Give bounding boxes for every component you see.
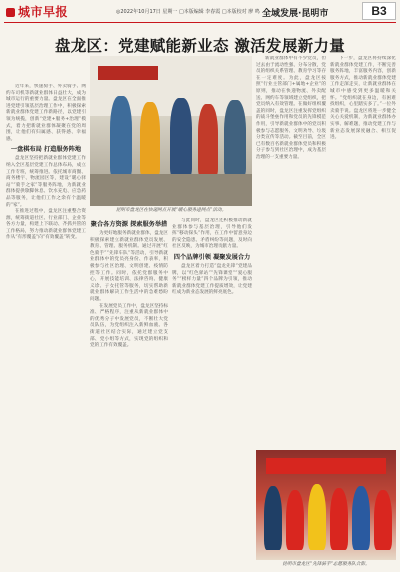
logo-mark-icon [6, 8, 15, 17]
headline: 盘龙区：党建赋能新业态 激活发展新力量 [54, 37, 346, 55]
photo-caption-2: 昆明市盘龙区“先锋骑手”志愿服务队合影。 [282, 562, 370, 567]
photo-ground [90, 174, 252, 206]
article-photo-1 [90, 56, 252, 206]
article-column-3 [172, 218, 252, 566]
photo-person [374, 490, 392, 550]
photo-person [264, 486, 282, 550]
article-column-2 [90, 218, 168, 566]
logo-text: 城市早报 [18, 5, 69, 19]
issue-meta: ◎2022年10月17日 星期一 □本版编辑 李春霞 □本版校对 廖 鸣 [116, 9, 260, 15]
photo-sign [98, 66, 158, 80]
paragraph: 与此同时，盘龙区还积极推动新就业群体参与基层治理，引导他们发挥“移动探头”作用，在工作中留意身边的安全隐患、矛盾纠纷等问题，及时向社区反映，为城市治理贡献力量。 [172, 218, 252, 250]
page-number: B3 [362, 2, 396, 20]
photo-person [140, 102, 160, 176]
header-divider [4, 22, 396, 23]
paragraph: 新就业群体中有不少党员，但过去由于流动性强、分布分散，党员的组织关系管理、教育学习等存在一定难度。为此，盘龙区按照“行业主管部门+属地+企业”的原则，推动在快递物流、外卖配送、网约车等领域建立党组织，把党员纳入有效管理。在做好组织覆盖的同时，盘龙区注重发挥党组织的战斗堡垒作用和党员的先锋模范作用，引导新就业群体中的党员积极参与志愿服务、文明劝导、垃圾分类宣传等活动。截至目前，全区已有数百名新就业群体党员和积极分子参与到社区治理中，成为基层治理的一支重要力量。 [256, 56, 326, 160]
paragraph: 在发展党员工作中，盘龙区坚持标准、严格程序，注重从新就业群体中的优秀分子中发展党员，不断壮大党员队伍，为党组织注入新鲜血液。各街道社区结合实际，通过建立党支部、党小组等方式，实现党的组织和党的工作有效覆盖。 [90, 303, 168, 349]
paragraph: 近年来，快递骑手、外卖骑手、网约车司机等新就业群体日益壮大，成为城市运行的重要力量。盘龙区在全面推进党建引领基层治理工作中，积极探索新就业群体党建工作新路径，以党建引领为统揽，创新“党建+服务+治理”模式，着力把新就业群体凝聚在党的周围，让他们有归属感、获得感、幸福感。 [6, 84, 86, 142]
photo-person [352, 486, 370, 550]
subheading: 聚合各方资源 探索服务举措 [90, 221, 168, 228]
photo-person [224, 100, 246, 176]
page-header [0, 0, 400, 22]
paragraph: 盘龙区坚持把新就业群体党建工作纳入全区基层党建工作总体布局，成立工作专班，统筹推进。依托城市商圈、商务楼宇、物流园区等，建设“暖心驿站”“骑手之家”等服务阵地，为新就业群体提供歇脚休息、饮水充电、应急药品等服务，让他们工作之余有个温暖的“家”。 [6, 156, 86, 208]
newspaper-logo [6, 3, 68, 20]
article-column-1 [6, 84, 86, 564]
paragraph: 下一步，盘龙区将持续深化新就业群体党建工作，不断完善服务阵地，丰富服务内容，创新服务方式，推动新就业群体党建工作走深走实，让新就业群体在城市中感受到更多温暖和关怀。“党组织就在身边，有困难找组织，心里踏实多了。”一位外卖骑手说。盘龙区将进一步健全关心关爱机制，为新就业群体办实事、解难题，推动党建工作与新业态发展深度融合、相互促进。 [330, 56, 396, 141]
article-photo-2 [256, 450, 396, 560]
subheading: 四个品牌引领 凝聚发展合力 [173, 253, 251, 261]
photo-person [170, 98, 192, 176]
subheading: 一盘棋布局 打造服务阵地 [10, 146, 82, 154]
photo-caption-1: 昆明市盘龙区在快递网点开展“暖心服务进网点”活动。 [115, 208, 227, 213]
article-column-4 [256, 56, 326, 446]
article-column-5 [330, 56, 396, 446]
photo-person [198, 104, 218, 176]
photo-person [330, 488, 348, 550]
section-title: 全域发展·昆明市 [262, 9, 329, 19]
paragraph: 在推进过程中，盘龙区注重整合资源，统筹街道社区、行业部门、企业等各方力量，构建上下联动、齐抓共管的工作格局，努力推动新就业群体党建工作从“有形覆盖”向“有效覆盖”转变。 [6, 209, 86, 241]
photo-person [286, 490, 304, 550]
photo-person [110, 96, 132, 176]
photo-banner [266, 458, 386, 474]
photo-person [308, 484, 326, 550]
paragraph: 盘龙区着力打造“盘龙先锋”党建品牌，以“红色驿站”“先锋课堂”“爱心服务”“榜样力量”四个品牌为引领，推动新就业群体党建工作提质增效，让党建红成为新业态发展的鲜亮底色。 [172, 263, 252, 296]
paragraph: 为更好地服务新就业群体，盘龙区积极探索建立新就业群体党员发展、教育、管理、服务机制。通过开展“红色骑手”“先锋车队”等活动，引导新就业群体中的党员亮身份、作表率，积极参与社区治理、文明创建、疫情防控等工作。同时，依托党群服务中心，开展技能培训、法律咨询、健康义诊、子女托管等服务，切实帮助新就业群体解决工作生活中的急难愁盼问题。 [90, 231, 168, 302]
